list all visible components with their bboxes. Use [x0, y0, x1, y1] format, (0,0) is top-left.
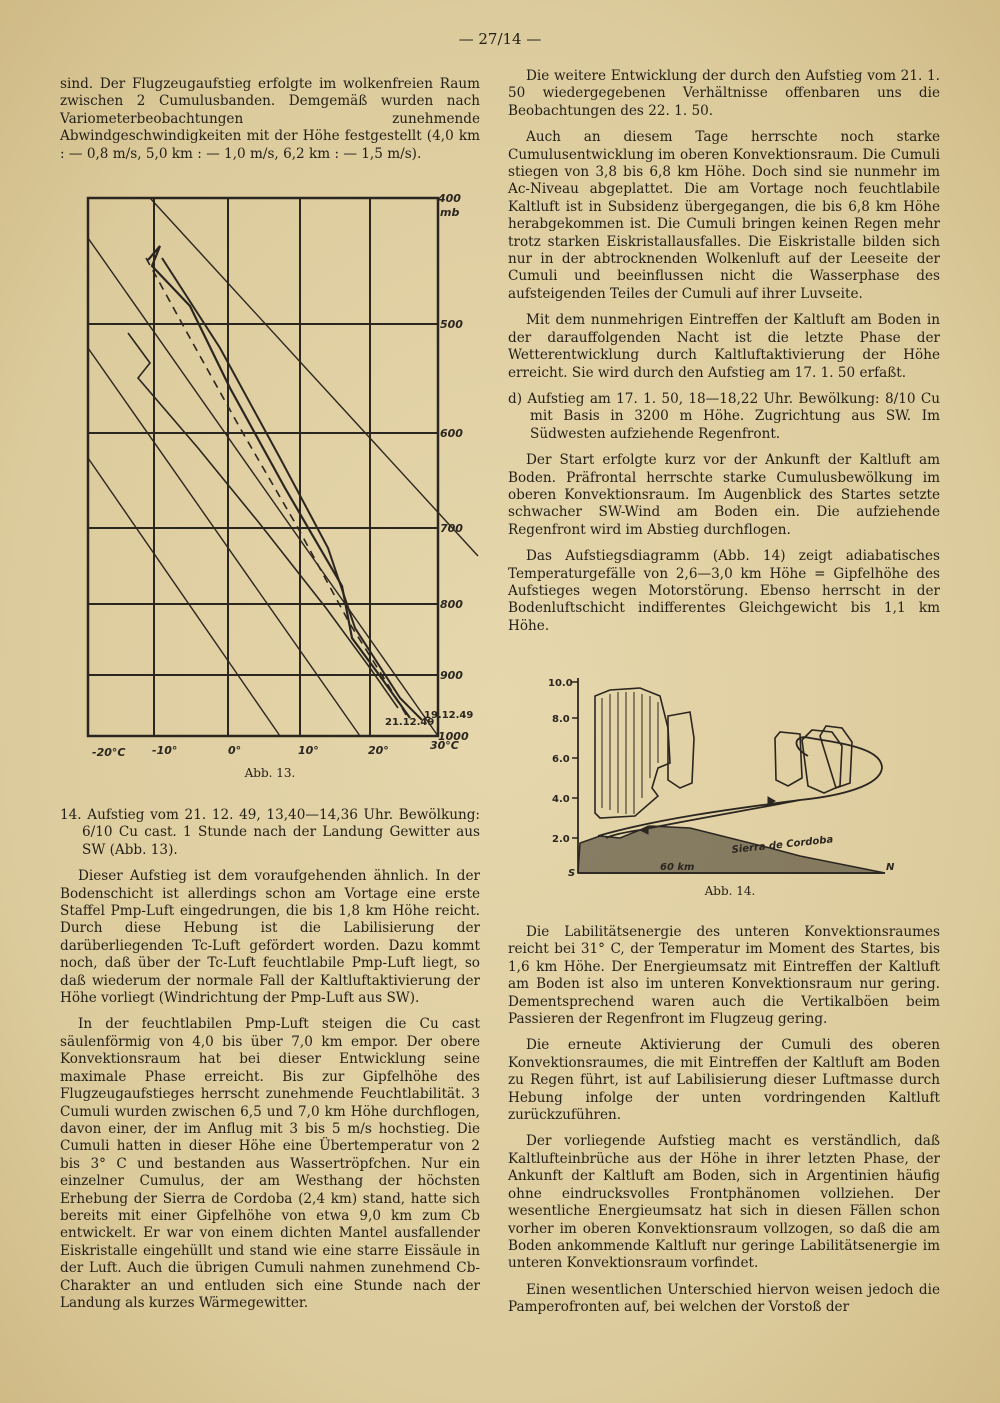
page-number: — 27/14 —: [458, 30, 542, 48]
height-label-4: 4.0: [552, 794, 570, 805]
cumulus-tower-4: [820, 726, 852, 788]
right-paragraph-2: Auch an diesem Tage herrschte noch starke Cumulusentwicklung im oberen Konvektionsraum. Die Cumuli stiegen von 3,8 bis 6,8 km Höhe. Doch sind sie nunmehr im Ac-Niveau abgeplattet. Die am Vortage noch feuchtlabile Kaltluft ist in Subsidenz übergegangen, die bis 6,8 km Höhe herabgekommen ist. Die Cumuli bringen keinen Regen mehr trotz starken Eiskristallausfalles. Die Eiskristalle bilden sich nur in der abtrocknenden Wolkenluft auf der Leeseite der Cumuli und beeinflussen nicht die Wasserphase des aufsteigenden Teiles der Cumuli auf ihrer Luvseite.: [508, 129, 940, 302]
temp-label-0: 0°: [228, 744, 242, 757]
right-paragraph-4: Der Start erfolgte kurz vor der Ankunft der Kaltluft am Boden. Präfrontal herrschte starke Cumulusbewölkung im oberen Konvektionsraum. Im Augenblick des Startes setzte schwacher SW-Wind am Boden ein. Die aufziehende Regenfront wird im Abstieg durchflogen.: [508, 452, 940, 538]
terrain-label: Sierra de Cordoba: [731, 834, 834, 856]
ice-crystal-streaks: [602, 692, 658, 814]
right-paragraph-3: Mit dem nunmehrigen Eintreffen der Kaltluft am Boden in der darauffolgenden Nacht ist die letzte Phase der Wetterentwicklung durch Kaltluftaktivierung der Höhe erreicht. Sie wird durch den Aufstieg am 17. 1. 50 erfaßt.: [508, 312, 940, 381]
pressure-label-400: 400: [438, 192, 461, 205]
figure-14-cross-section: [540, 668, 900, 883]
right-column: [508, 68, 940, 644]
height-label-10: 10.0: [548, 678, 573, 689]
distance-label: 60 km: [660, 862, 695, 873]
pressure-label-800: 800: [440, 598, 463, 611]
intro-paragraph: sind. Der Flugzeugaufstieg erfolgte im wolkenfreien Raum zwischen 2 Cumulusbanden. Demgemäß wurden nach Variometerbeobachtungen zunehmende Abwindgeschwindigkeiten mit der Höhe festgestellt (4,0 km : — 0,8 m/s, 5,0 km : — 1,0 m/s, 6,2 km : — 1,5 m/s).: [60, 76, 480, 162]
adiabat-1: [88, 238, 438, 736]
temp-label-10: 10°: [298, 744, 319, 757]
adiabat-3: [88, 458, 280, 736]
left-column-lower: [60, 807, 480, 1321]
temp-label-20: 20°: [368, 744, 389, 757]
date-label-19-12-49: 19.12.49: [424, 710, 474, 721]
left-paragraph-1: Dieser Aufstieg ist dem voraufgehenden ähnlich. In der Bodenschicht ist allerdings schon am Vortage eine erste Staffel Pmp-Luft eingedrungen, die bis 1,8 km Höhe reicht. Durch diese Hebung ist die Labilisierung der darüberliegenden Tc-Luft gefördert worden. Dazu kommt noch, daß über der Tc-Luft feuchtlabile Pmp-Luft liegt, so daß wiederum der normale Fall der Kaltluftaktivierung der Höhe vorliegt (Windrichtung der Pmp-Luft aus SW).: [60, 868, 480, 1007]
pressure-label-500: 500: [440, 318, 463, 331]
right-paragraph-8: Der vorliegende Aufstieg macht es verständlich, daß Kaltlufteinbrüche aus der Höhe in ihrer letzten Phase, der Ankunft der Kaltluft am Boden, sich in Argentinien häufig ohne eindrucksvolles Frontphänomen vollziehen. Der wesentliche Energieumsatz hat sich in diesen Fällen schon vorher im oberen Konvektionsraum vollzogen, so daß die am Boden ankommende Kaltluft nur geringe Labilitätsenergie im unteren Konvektionsraum vorfindet.: [508, 1133, 940, 1272]
left-paragraph-2: In der feuchtlabilen Pmp-Luft steigen die Cu cast säulenförmig von 4,0 bis über 7,0 km empor. Der obere Konvektionsraum hat bei dieser Entwicklung seine maximale Phase erreicht. Bis zur Gipfelhöhe des Flugzeugaufstieges herrscht zunehmende Feuchtlabilität. 3 Cumuli wurden zwischen 6,5 und 7,0 km Höhe durchflogen, davon einer, der im Anflug mit 3 bis 5 m/s hochstieg. Die Cumuli hatten in dieser Höhe eine Übertemperatur von 2 bis 3° C und bestanden aus Wassertröpfchen. Nur ein einzelner Cumulus, der am Westhang der höchsten Erhebung der Sierra de Cordoba (2,4 km) stand, hatte sich bereits mit einer Gipfelhöhe von etwa 9,0 km zum Cb entwickelt. Er war von einem dichten Mantel ausfallender Eiskristalle eingehüllt und stand wie eine starre Eissäule in der Luft. Auch die übrigen Cumuli nahmen zunehmend Cb-Charakter an und entluden sich eine Stunde nach der Landung als kurzes Wärmegewitter.: [60, 1016, 480, 1311]
temp-label-minus20: -20°C: [92, 746, 126, 759]
height-label-6: 6.0: [552, 754, 570, 765]
figure-13-caption: Abb. 13.: [244, 766, 296, 780]
right-paragraph-7: Die erneute Aktivierung der Cumuli des oberen Konvektionsraumes, die mit Eintreffen der Kaltluft am Boden zu Regen führt, ist auf Labilisierung dieser Luftmasse durch Hebung infolge der unten vordringenden Kaltluft zurückzuführen.: [508, 1037, 940, 1124]
section-d-heading: d) Aufstieg am 17. 1. 50, 18—18,22 Uhr. Bewölkung: 8/10 Cu mit Basis in 3200 m Höhe. Zugrichtung aus SW. Im Südwesten aufziehende Regenfront.: [508, 390, 940, 442]
left-column: [60, 76, 480, 172]
saturation-adiabat: [150, 198, 478, 556]
right-paragraph-6: Die Labilitätsenergie des unteren Konvektionsraumes reicht bei 31° C, der Temperatur im Moment des Startes, bis 1,6 km Höhe. Der Energieumsatz mit Eintreffen der Kaltluft am Boden ist also im unteren Konvektionsraum nur gering. Dementsprechend waren auch die Vertikalböen beim Passieren der Regenfront im Flugzeug gering.: [508, 924, 940, 1028]
height-label-8: 8.0: [552, 714, 570, 725]
pressure-label-600: 600: [440, 427, 463, 440]
pressure-label-700: 700: [440, 522, 463, 535]
temp-label-30: 30°C: [430, 739, 459, 752]
figure-13-diagram: [80, 188, 480, 763]
figure-14-caption: Abb. 14.: [704, 884, 756, 898]
date-label-21-12-49: 21.12.49: [385, 717, 435, 728]
adiabat-2: [88, 348, 360, 736]
right-column-lower: [508, 924, 940, 1326]
right-paragraph-9: Einen wesentlichen Unterschied hiervon weisen jedoch die Pamperofronten auf, bei welchen der Vorstoß der: [508, 1281, 940, 1316]
right-paragraph-1: Die weitere Entwicklung der durch den Aufstieg vom 21. 1. 50 wiedergegebenen Verhältnisse offenbaren uns die Beobachtungen des 22. 1. 50.: [508, 68, 940, 119]
south-label: S: [568, 868, 576, 879]
cumulus-tower-1: [668, 712, 694, 788]
north-label: N: [886, 862, 895, 873]
right-paragraph-5: Das Aufstiegsdiagramm (Abb. 14) zeigt adiabatisches Temperaturgefälle von 2,6—3,0 km Höhe = Gipfelhöhe des Aufstieges wegen Motorstörung. Ebenso herrscht in der Bodenluftschicht indifferentes Gleichgewicht bis 1,1 km Höhe.: [508, 548, 940, 634]
pressure-unit-label: mb: [440, 206, 460, 219]
dewpoint-curve-19-12-49: [128, 333, 398, 708]
pressure-label-1000: 1000: [438, 730, 469, 743]
pressure-label-900: 900: [440, 669, 463, 682]
height-label-2: 2.0: [552, 834, 570, 845]
section-14-heading: 14. Aufstieg vom 21. 12. 49, 13,40—14,36 Uhr. Bewölkung: 6/10 Cu cast. 1 Stunde nach der Landung Gewitter aus SW (Abb. 13).: [60, 807, 480, 858]
temp-label-minus10: -10°: [152, 744, 178, 757]
cb-cloud: [595, 688, 670, 818]
